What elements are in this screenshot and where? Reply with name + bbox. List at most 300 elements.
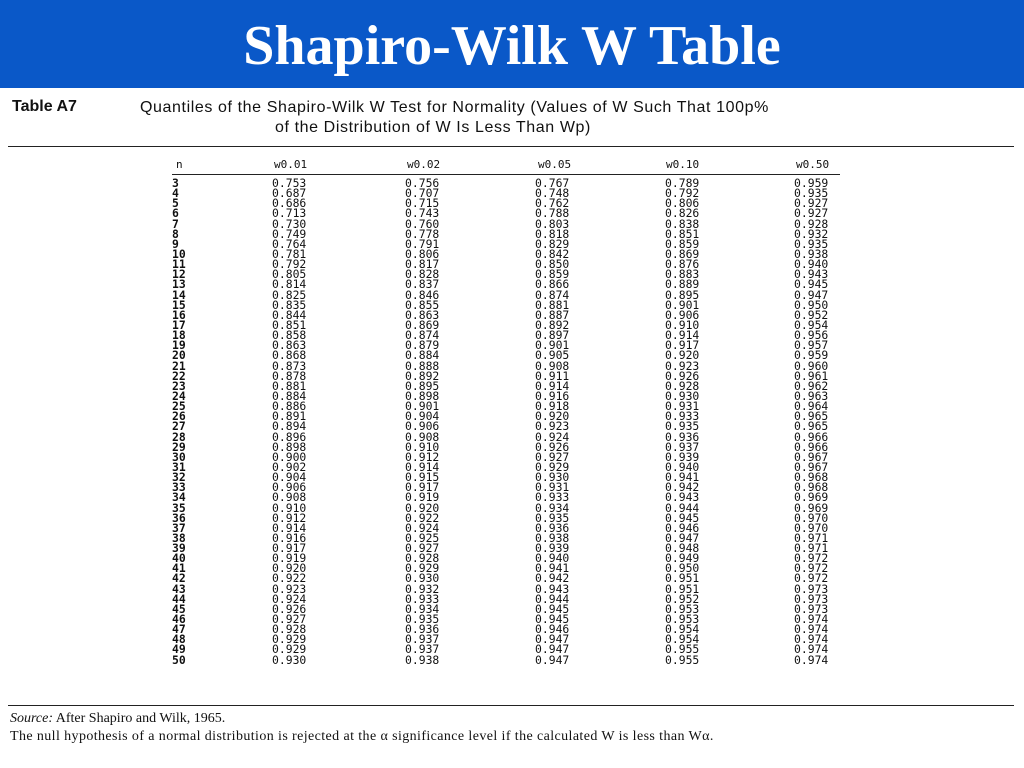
source-line <box>10 710 1014 728</box>
cell-w002: 0.914 <box>405 459 440 474</box>
table-row <box>0 226 1024 241</box>
cell-w002: 0.743 <box>405 206 440 221</box>
cell-w050: 0.959 <box>794 348 829 363</box>
cell-w001: 0.873 <box>272 358 307 373</box>
cell-w050: 0.932 <box>794 226 829 241</box>
cell-w002: 0.937 <box>405 632 440 647</box>
cell-w002: 0.901 <box>405 399 440 414</box>
table-row <box>0 287 1024 302</box>
table-row <box>0 196 1024 211</box>
table-row <box>0 480 1024 495</box>
cell-w005: 0.923 <box>535 419 570 434</box>
cell-w002: 0.892 <box>405 368 440 383</box>
table-row <box>0 429 1024 444</box>
cell-n: 10 <box>172 246 186 261</box>
cell-w050: 0.972 <box>794 551 829 566</box>
cell-n: 26 <box>172 409 186 424</box>
source-text: After Shapiro and Wilk, 1965. <box>55 711 226 726</box>
cell-w010: 0.953 <box>665 612 700 627</box>
cell-w005: 0.931 <box>535 480 570 495</box>
cell-w005: 0.945 <box>535 612 570 627</box>
cell-w010: 0.906 <box>665 307 700 322</box>
cell-w002: 0.791 <box>405 236 440 251</box>
cell-w002: 0.935 <box>405 612 440 627</box>
cell-w001: 0.687 <box>272 186 307 201</box>
cell-w010: 0.923 <box>665 358 700 373</box>
cell-w050: 0.938 <box>794 246 829 261</box>
caption-line-2: of the Distribution of W Is Less Than Wp) <box>275 119 591 136</box>
cell-n: 16 <box>172 307 186 322</box>
cell-w001: 0.910 <box>272 500 307 515</box>
cell-w001: 0.902 <box>272 459 307 474</box>
cell-w005: 0.842 <box>535 246 570 261</box>
cell-w010: 0.951 <box>665 581 700 596</box>
table-row <box>0 591 1024 606</box>
table-row <box>0 530 1024 545</box>
cell-w010: 0.937 <box>665 439 700 454</box>
cell-n: 37 <box>172 520 186 535</box>
slide-title: Shapiro-Wilk W Table <box>243 15 781 77</box>
table-label: Table A7 <box>12 98 77 115</box>
table-row <box>0 510 1024 525</box>
cell-w001: 0.858 <box>272 328 307 343</box>
cell-w001: 0.792 <box>272 257 307 272</box>
cell-n: 32 <box>172 470 186 485</box>
cell-n: 35 <box>172 500 186 515</box>
cell-w010: 0.826 <box>665 206 700 221</box>
cell-n: 15 <box>172 297 186 312</box>
cell-n: 8 <box>172 226 179 241</box>
table-row <box>0 622 1024 637</box>
cell-w010: 0.901 <box>665 297 700 312</box>
cell-w050: 0.966 <box>794 429 829 444</box>
cell-w010: 0.954 <box>665 622 700 637</box>
table-row <box>0 520 1024 535</box>
cell-w050: 0.940 <box>794 257 829 272</box>
table-footer <box>10 710 1014 746</box>
cell-w005: 0.762 <box>535 196 570 211</box>
cell-w001: 0.713 <box>272 206 307 221</box>
cell-w050: 0.974 <box>794 642 829 657</box>
cell-w010: 0.895 <box>665 287 700 302</box>
cell-w002: 0.930 <box>405 571 440 586</box>
cell-w002: 0.917 <box>405 480 440 495</box>
cell-w002: 0.846 <box>405 287 440 302</box>
table-row <box>0 368 1024 383</box>
top-rule <box>8 146 1014 147</box>
cell-w005: 0.927 <box>535 449 570 464</box>
cell-n: 31 <box>172 459 186 474</box>
cell-w050: 0.950 <box>794 297 829 312</box>
cell-w005: 0.935 <box>535 510 570 525</box>
cell-w002: 0.760 <box>405 216 440 231</box>
cell-w010: 0.939 <box>665 449 700 464</box>
cell-n: 42 <box>172 571 186 586</box>
cell-w050: 0.974 <box>794 652 829 667</box>
cell-w050: 0.952 <box>794 307 829 322</box>
table-row <box>0 297 1024 312</box>
cell-w005: 0.829 <box>535 236 570 251</box>
cell-w005: 0.908 <box>535 358 570 373</box>
cell-w002: 0.915 <box>405 470 440 485</box>
cell-n: 30 <box>172 449 186 464</box>
table-row <box>0 601 1024 616</box>
cell-w002: 0.817 <box>405 257 440 272</box>
cell-w001: 0.863 <box>272 338 307 353</box>
cell-w050: 0.947 <box>794 287 829 302</box>
header-w005: w0.05 <box>538 158 572 171</box>
cell-w005: 0.942 <box>535 571 570 586</box>
cell-w005: 0.859 <box>535 267 570 282</box>
cell-n: 44 <box>172 591 186 606</box>
cell-w002: 0.908 <box>405 429 440 444</box>
cell-n: 43 <box>172 581 186 596</box>
cell-w050: 0.969 <box>794 490 829 505</box>
table-row <box>0 439 1024 454</box>
cell-n: 49 <box>172 642 186 657</box>
cell-w005: 0.924 <box>535 429 570 444</box>
cell-n: 6 <box>172 206 179 221</box>
cell-n: 3 <box>172 176 179 190</box>
cell-w050: 0.974 <box>794 622 829 637</box>
cell-w001: 0.927 <box>272 612 307 627</box>
cell-w010: 0.869 <box>665 246 700 261</box>
cell-w010: 0.851 <box>665 226 700 241</box>
cell-w001: 0.928 <box>272 622 307 637</box>
cell-w001: 0.881 <box>272 378 307 393</box>
table-row <box>0 551 1024 566</box>
cell-w002: 0.895 <box>405 378 440 393</box>
cell-w002: 0.707 <box>405 186 440 201</box>
cell-w005: 0.887 <box>535 307 570 322</box>
cell-n: 41 <box>172 561 186 576</box>
cell-w001: 0.884 <box>272 388 307 403</box>
cell-w001: 0.926 <box>272 601 307 616</box>
cell-w005: 0.938 <box>535 530 570 545</box>
cell-w005: 0.911 <box>535 368 570 383</box>
cell-w002: 0.906 <box>405 419 440 434</box>
cell-w001: 0.917 <box>272 541 307 556</box>
cell-w050: 0.968 <box>794 480 829 495</box>
cell-w002: 0.837 <box>405 277 440 292</box>
table-row <box>0 632 1024 647</box>
cell-w050: 0.962 <box>794 378 829 393</box>
cell-w002: 0.937 <box>405 642 440 657</box>
cell-w005: 0.947 <box>535 652 570 667</box>
cell-w005: 0.881 <box>535 297 570 312</box>
table-row <box>0 399 1024 414</box>
cell-w010: 0.931 <box>665 399 700 414</box>
cell-w050: 0.970 <box>794 510 829 525</box>
cell-w050: 0.945 <box>794 277 829 292</box>
cell-w050: 0.961 <box>794 368 829 383</box>
cell-w010: 0.948 <box>665 541 700 556</box>
table-row <box>0 186 1024 201</box>
cell-w010: 0.876 <box>665 257 700 272</box>
cell-w002: 0.904 <box>405 409 440 424</box>
cell-w005: 0.946 <box>535 622 570 637</box>
cell-w001: 0.904 <box>272 470 307 485</box>
cell-w005: 0.920 <box>535 409 570 424</box>
caption-line-1: Quantiles of the Shapiro-Wilk W Test for Normality (Values of W Such That 100p% <box>140 99 769 116</box>
cell-w005: 0.901 <box>535 338 570 353</box>
header-w002: w0.02 <box>407 158 441 171</box>
cell-w001: 0.900 <box>272 449 307 464</box>
cell-w050: 0.974 <box>794 632 829 647</box>
cell-w001: 0.886 <box>272 399 307 414</box>
cell-w010: 0.926 <box>665 368 700 383</box>
cell-w005: 0.916 <box>535 388 570 403</box>
cell-w001: 0.906 <box>272 480 307 495</box>
cell-w010: 0.941 <box>665 470 700 485</box>
header-w050: w0.50 <box>796 158 830 171</box>
cell-w005: 0.905 <box>535 348 570 363</box>
table-row <box>0 348 1024 363</box>
cell-w005: 0.892 <box>535 317 570 332</box>
cell-w002: 0.927 <box>405 541 440 556</box>
cell-w002: 0.869 <box>405 317 440 332</box>
cell-w010: 0.889 <box>665 277 700 292</box>
cell-w001: 0.929 <box>272 642 307 657</box>
cell-w005: 0.818 <box>535 226 570 241</box>
cell-w001: 0.730 <box>272 216 307 231</box>
cell-w002: 0.806 <box>405 246 440 261</box>
cell-w002: 0.898 <box>405 388 440 403</box>
cell-w002: 0.936 <box>405 622 440 637</box>
cell-w050: 0.954 <box>794 317 829 332</box>
cell-n: 40 <box>172 551 186 566</box>
table-row <box>0 541 1024 556</box>
table-row <box>0 236 1024 251</box>
cell-w001: 0.912 <box>272 510 307 525</box>
cell-n: 34 <box>172 490 186 505</box>
cell-w001: 0.686 <box>272 196 307 211</box>
cell-w002: 0.828 <box>405 267 440 282</box>
cell-w005: 0.943 <box>535 581 570 596</box>
cell-w001: 0.896 <box>272 429 307 444</box>
cell-w005: 0.947 <box>535 632 570 647</box>
cell-w010: 0.936 <box>665 429 700 444</box>
source-label: Source: <box>10 711 54 726</box>
cell-n: 19 <box>172 338 186 353</box>
table-row <box>0 216 1024 231</box>
cell-w050: 0.959 <box>794 176 829 190</box>
cell-n: 46 <box>172 612 186 627</box>
cell-w001: 0.878 <box>272 368 307 383</box>
bottom-rule <box>8 705 1014 706</box>
cell-w050: 0.943 <box>794 267 829 282</box>
cell-w050: 0.972 <box>794 561 829 576</box>
cell-w010: 0.945 <box>665 510 700 525</box>
cell-w010: 0.947 <box>665 530 700 545</box>
cell-w050: 0.963 <box>794 388 829 403</box>
cell-w002: 0.920 <box>405 500 440 515</box>
cell-w050: 0.956 <box>794 328 829 343</box>
cell-w002: 0.910 <box>405 439 440 454</box>
cell-w005: 0.897 <box>535 328 570 343</box>
cell-w010: 0.883 <box>665 267 700 282</box>
cell-n: 17 <box>172 317 186 332</box>
cell-w005: 0.947 <box>535 642 570 657</box>
cell-w050: 0.973 <box>794 581 829 596</box>
table-row <box>0 561 1024 576</box>
cell-n: 39 <box>172 541 186 556</box>
cell-w005: 0.850 <box>535 257 570 272</box>
cell-w010: 0.943 <box>665 490 700 505</box>
cell-n: 33 <box>172 480 186 495</box>
cell-w010: 0.955 <box>665 652 700 667</box>
cell-w001: 0.914 <box>272 520 307 535</box>
cell-w002: 0.924 <box>405 520 440 535</box>
cell-n: 28 <box>172 429 186 444</box>
cell-w010: 0.942 <box>665 480 700 495</box>
cell-n: 23 <box>172 378 186 393</box>
cell-w010: 0.930 <box>665 388 700 403</box>
cell-w050: 0.973 <box>794 601 829 616</box>
cell-w005: 0.936 <box>535 520 570 535</box>
cell-w005: 0.748 <box>535 186 570 201</box>
quantile-table <box>0 178 1024 665</box>
cell-w050: 0.960 <box>794 358 829 373</box>
cell-w050: 0.973 <box>794 591 829 606</box>
cell-w005: 0.945 <box>535 601 570 616</box>
cell-w001: 0.891 <box>272 409 307 424</box>
cell-w050: 0.957 <box>794 338 829 353</box>
cell-w050: 0.935 <box>794 236 829 251</box>
cell-w010: 0.859 <box>665 236 700 251</box>
table-row <box>0 317 1024 332</box>
table-row <box>0 581 1024 596</box>
table-row <box>0 490 1024 505</box>
cell-w050: 0.967 <box>794 459 829 474</box>
cell-w010: 0.917 <box>665 338 700 353</box>
cell-w010: 0.806 <box>665 196 700 211</box>
cell-w002: 0.938 <box>405 652 440 667</box>
cell-w001: 0.844 <box>272 307 307 322</box>
table-row <box>0 246 1024 261</box>
cell-n: 29 <box>172 439 186 454</box>
cell-w001: 0.749 <box>272 226 307 241</box>
cell-n: 47 <box>172 622 186 637</box>
table-row <box>0 500 1024 515</box>
cell-w002: 0.928 <box>405 551 440 566</box>
table-row <box>0 257 1024 272</box>
cell-w010: 0.789 <box>665 176 700 190</box>
cell-n: 9 <box>172 236 179 251</box>
cell-w010: 0.933 <box>665 409 700 424</box>
table-row <box>0 328 1024 343</box>
cell-w005: 0.926 <box>535 439 570 454</box>
cell-w005: 0.918 <box>535 399 570 414</box>
cell-w005: 0.939 <box>535 541 570 556</box>
cell-w001: 0.898 <box>272 439 307 454</box>
cell-w002: 0.888 <box>405 358 440 373</box>
cell-w050: 0.928 <box>794 216 829 231</box>
cell-w005: 0.940 <box>535 551 570 566</box>
cell-w050: 0.974 <box>794 612 829 627</box>
cell-n: 13 <box>172 277 186 292</box>
cell-w001: 0.835 <box>272 297 307 312</box>
cell-w001: 0.919 <box>272 551 307 566</box>
cell-n: 27 <box>172 419 186 434</box>
cell-w010: 0.792 <box>665 186 700 201</box>
cell-w010: 0.838 <box>665 216 700 231</box>
cell-w005: 0.767 <box>535 176 570 190</box>
cell-w002: 0.929 <box>405 561 440 576</box>
table-row <box>0 206 1024 221</box>
cell-w001: 0.923 <box>272 581 307 596</box>
table-row <box>0 378 1024 393</box>
cell-w050: 0.935 <box>794 186 829 201</box>
cell-w002: 0.933 <box>405 591 440 606</box>
table-row <box>0 358 1024 373</box>
cell-n: 22 <box>172 368 186 383</box>
cell-w010: 0.928 <box>665 378 700 393</box>
header-w010: w0.10 <box>666 158 700 171</box>
table-caption <box>140 98 1020 138</box>
cell-w050: 0.968 <box>794 470 829 485</box>
cell-w005: 0.866 <box>535 277 570 292</box>
footnote: The null hypothesis of a normal distribution is rejected at the α significance level if the calculated W is less than Wα. <box>10 729 714 744</box>
header-w001: w0.01 <box>274 158 308 171</box>
cell-n: 12 <box>172 267 186 282</box>
cell-w005: 0.788 <box>535 206 570 221</box>
cell-w050: 0.965 <box>794 419 829 434</box>
cell-w002: 0.922 <box>405 510 440 525</box>
cell-w001: 0.930 <box>272 652 307 667</box>
cell-n: 4 <box>172 186 179 201</box>
cell-w050: 0.927 <box>794 206 829 221</box>
cell-w010: 0.944 <box>665 500 700 515</box>
table-row <box>0 307 1024 322</box>
cell-w001: 0.924 <box>272 591 307 606</box>
cell-w010: 0.953 <box>665 601 700 616</box>
cell-w010: 0.920 <box>665 348 700 363</box>
cell-w002: 0.884 <box>405 348 440 363</box>
cell-w005: 0.934 <box>535 500 570 515</box>
table-row <box>0 652 1024 667</box>
table-row <box>0 459 1024 474</box>
cell-w001: 0.825 <box>272 287 307 302</box>
table-row <box>0 338 1024 353</box>
cell-w050: 0.966 <box>794 439 829 454</box>
table-row <box>0 409 1024 424</box>
cell-w001: 0.908 <box>272 490 307 505</box>
cell-w050: 0.970 <box>794 520 829 535</box>
cell-n: 50 <box>172 652 186 667</box>
cell-w002: 0.778 <box>405 226 440 241</box>
cell-n: 14 <box>172 287 186 302</box>
cell-w001: 0.805 <box>272 267 307 282</box>
table-row <box>0 642 1024 657</box>
cell-w001: 0.814 <box>272 277 307 292</box>
table-row <box>0 388 1024 403</box>
cell-w002: 0.756 <box>405 176 440 190</box>
cell-w001: 0.868 <box>272 348 307 363</box>
cell-w050: 0.969 <box>794 500 829 515</box>
cell-w050: 0.972 <box>794 571 829 586</box>
cell-w002: 0.912 <box>405 449 440 464</box>
cell-w010: 0.951 <box>665 571 700 586</box>
cell-w010: 0.949 <box>665 551 700 566</box>
cell-w050: 0.965 <box>794 409 829 424</box>
table-row <box>0 267 1024 282</box>
cell-n: 25 <box>172 399 186 414</box>
cell-w001: 0.929 <box>272 632 307 647</box>
cell-n: 48 <box>172 632 186 647</box>
cell-w005: 0.914 <box>535 378 570 393</box>
cell-n: 36 <box>172 510 186 525</box>
